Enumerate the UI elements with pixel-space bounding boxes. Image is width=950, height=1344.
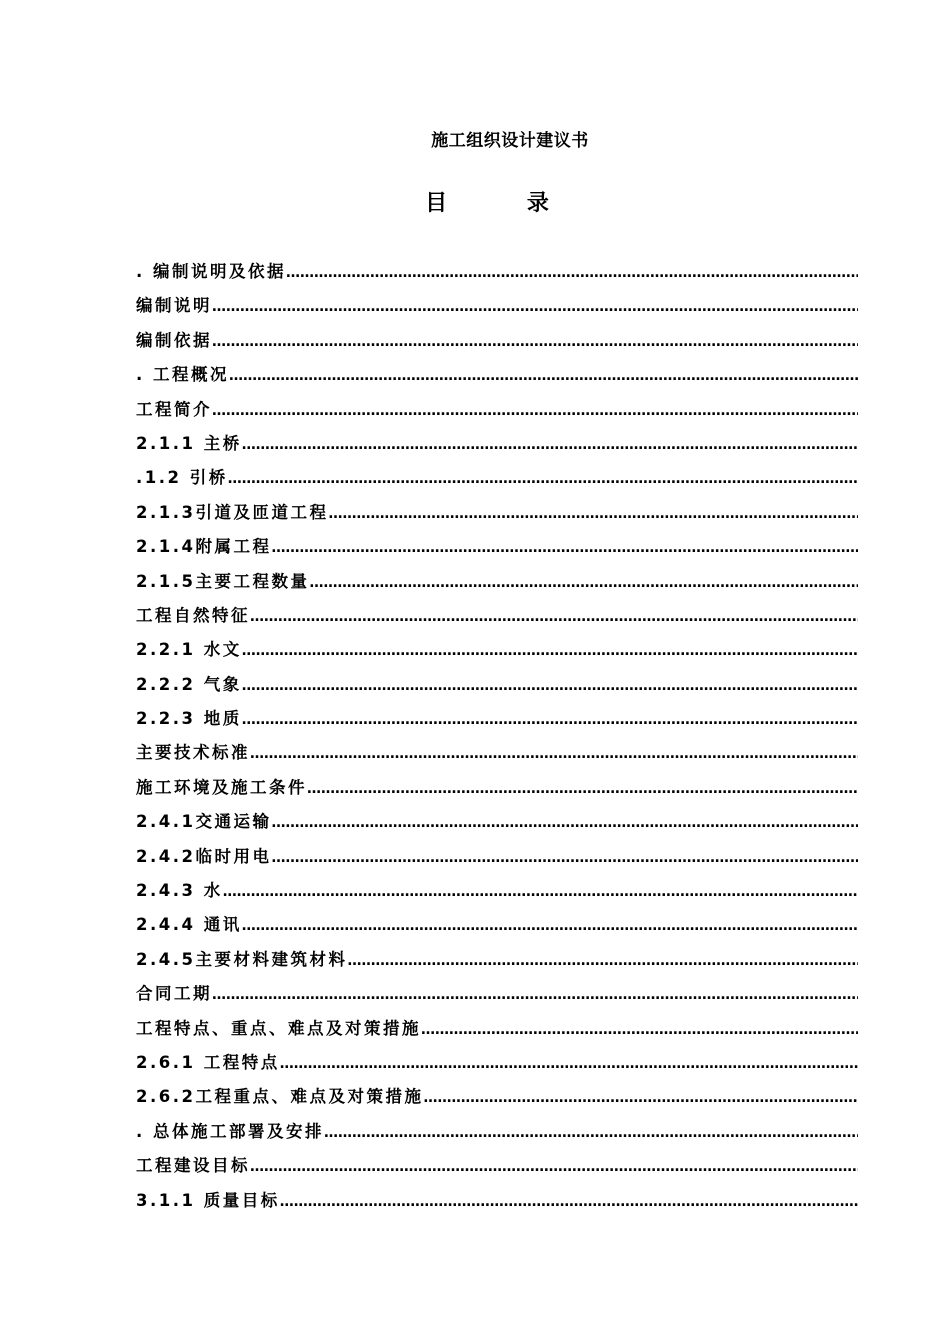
toc-entry-label: 2.2.3 地质 bbox=[136, 709, 242, 729]
toc-leader-dots bbox=[242, 643, 858, 659]
toc-entry[interactable] bbox=[136, 808, 858, 842]
toc-leader-dots bbox=[212, 403, 858, 419]
toc-entry[interactable] bbox=[136, 533, 858, 567]
toc-entry-label: . 总体施工部署及安排 bbox=[136, 1121, 325, 1141]
toc-entry-label: 2.1.3引道及匝道工程 bbox=[136, 502, 329, 522]
toc-leader-dots bbox=[271, 540, 858, 556]
toc-entry[interactable] bbox=[136, 1049, 858, 1083]
document-title: 施工组织设计建议书 bbox=[431, 131, 589, 151]
toc-entry[interactable] bbox=[136, 361, 858, 395]
toc-leader-dots bbox=[212, 987, 858, 1003]
toc-leader-dots bbox=[271, 815, 858, 831]
toc-leader-dots bbox=[423, 1090, 858, 1106]
toc-entry[interactable] bbox=[136, 430, 858, 464]
toc-entry-label: 2.1.4附属工程 bbox=[136, 537, 272, 557]
toc-entry-label: 2.2.1 水文 bbox=[136, 640, 242, 660]
toc-leader-dots bbox=[250, 609, 858, 625]
toc-entry-label: 2.6.2工程重点、难点及对策措施 bbox=[136, 1087, 424, 1107]
toc-leader-dots bbox=[250, 746, 858, 762]
toc-leader-dots bbox=[242, 712, 858, 728]
toc-entry-label: 2.4.4 通讯 bbox=[136, 915, 242, 935]
toc-entry[interactable] bbox=[136, 1083, 858, 1117]
toc-entry-label: 3.1.1 质量目标 bbox=[136, 1190, 280, 1210]
toc-entry-label: 合同工期 bbox=[136, 984, 212, 1004]
toc-entry[interactable] bbox=[136, 292, 858, 326]
toc-entry[interactable] bbox=[136, 739, 858, 773]
toc-leader-dots bbox=[223, 884, 858, 900]
toc-entry-label: 施工环境及施工条件 bbox=[136, 777, 307, 797]
toc-entry[interactable] bbox=[136, 327, 858, 361]
toc-leader-dots bbox=[242, 437, 858, 453]
toc-entry[interactable] bbox=[136, 568, 858, 602]
toc-entry[interactable] bbox=[136, 258, 858, 292]
toc-entry-label: 编制说明 bbox=[136, 296, 212, 316]
toc-entry-label: 工程建设目标 bbox=[136, 1156, 250, 1176]
toc-leader-dots bbox=[324, 1125, 858, 1141]
toc-heading: 目 录 bbox=[425, 191, 585, 216]
toc-entry-label: .1.2 引桥 bbox=[136, 468, 228, 488]
toc-entry-label: 2.1.5主要工程数量 bbox=[136, 571, 310, 591]
toc-entry-label: 2.1.1 主桥 bbox=[136, 433, 242, 453]
toc-entry[interactable] bbox=[136, 705, 858, 739]
toc-entry[interactable] bbox=[136, 636, 858, 670]
toc-entry-label: 编制依据 bbox=[136, 330, 212, 350]
toc-entry[interactable] bbox=[136, 1152, 858, 1186]
toc-entry-label: 工程自然特征 bbox=[136, 605, 250, 625]
toc-entry-label: 工程简介 bbox=[136, 399, 212, 419]
toc-entry-label: 2.4.5主要材料建筑材料 bbox=[136, 949, 348, 969]
toc-leader-dots bbox=[229, 368, 858, 384]
toc-entry[interactable] bbox=[136, 980, 858, 1014]
toc-leader-dots bbox=[280, 1194, 858, 1210]
toc-leader-dots bbox=[286, 265, 858, 281]
toc-entry-label: 主要技术标准 bbox=[136, 743, 250, 763]
table-of-contents bbox=[136, 258, 858, 1221]
toc-entry-label: . 工程概况 bbox=[136, 365, 230, 385]
toc-entry-label: 2.2.2 气象 bbox=[136, 674, 242, 694]
toc-leader-dots bbox=[347, 953, 858, 969]
toc-entry[interactable] bbox=[136, 1187, 858, 1221]
toc-leader-dots bbox=[271, 850, 858, 866]
toc-leader-dots bbox=[328, 506, 858, 522]
toc-leader-dots bbox=[280, 1056, 858, 1072]
toc-leader-dots bbox=[242, 918, 858, 934]
toc-entry[interactable] bbox=[136, 946, 858, 980]
toc-entry-label: 2.6.1 工程特点 bbox=[136, 1052, 280, 1072]
toc-leader-dots bbox=[242, 678, 858, 694]
toc-leader-dots bbox=[309, 575, 858, 591]
toc-entry[interactable] bbox=[136, 602, 858, 636]
toc-entry-label: . 编制说明及依据 bbox=[136, 262, 287, 281]
toc-leader-dots bbox=[228, 471, 858, 487]
toc-entry-label: 工程特点、重点、难点及对策措施 bbox=[136, 1018, 421, 1038]
toc-entry[interactable] bbox=[136, 911, 858, 945]
toc-entry-label: 2.4.1交通运输 bbox=[136, 812, 272, 832]
toc-leader-dots bbox=[421, 1022, 858, 1038]
toc-leader-dots bbox=[212, 299, 858, 315]
toc-entry[interactable] bbox=[136, 1015, 858, 1049]
toc-entry[interactable] bbox=[136, 774, 858, 808]
toc-entry[interactable] bbox=[136, 464, 858, 498]
toc-entry[interactable] bbox=[136, 396, 858, 430]
toc-entry[interactable] bbox=[136, 1118, 858, 1152]
toc-entry[interactable] bbox=[136, 843, 858, 877]
toc-entry-label: 2.4.2临时用电 bbox=[136, 846, 272, 866]
toc-entry[interactable] bbox=[136, 671, 858, 705]
toc-leader-dots bbox=[212, 334, 858, 350]
toc-entry[interactable] bbox=[136, 499, 858, 533]
toc-entry[interactable] bbox=[136, 877, 858, 911]
toc-leader-dots bbox=[250, 1159, 858, 1175]
toc-entry-label: 2.4.3 水 bbox=[136, 881, 223, 901]
toc-leader-dots bbox=[307, 781, 858, 797]
